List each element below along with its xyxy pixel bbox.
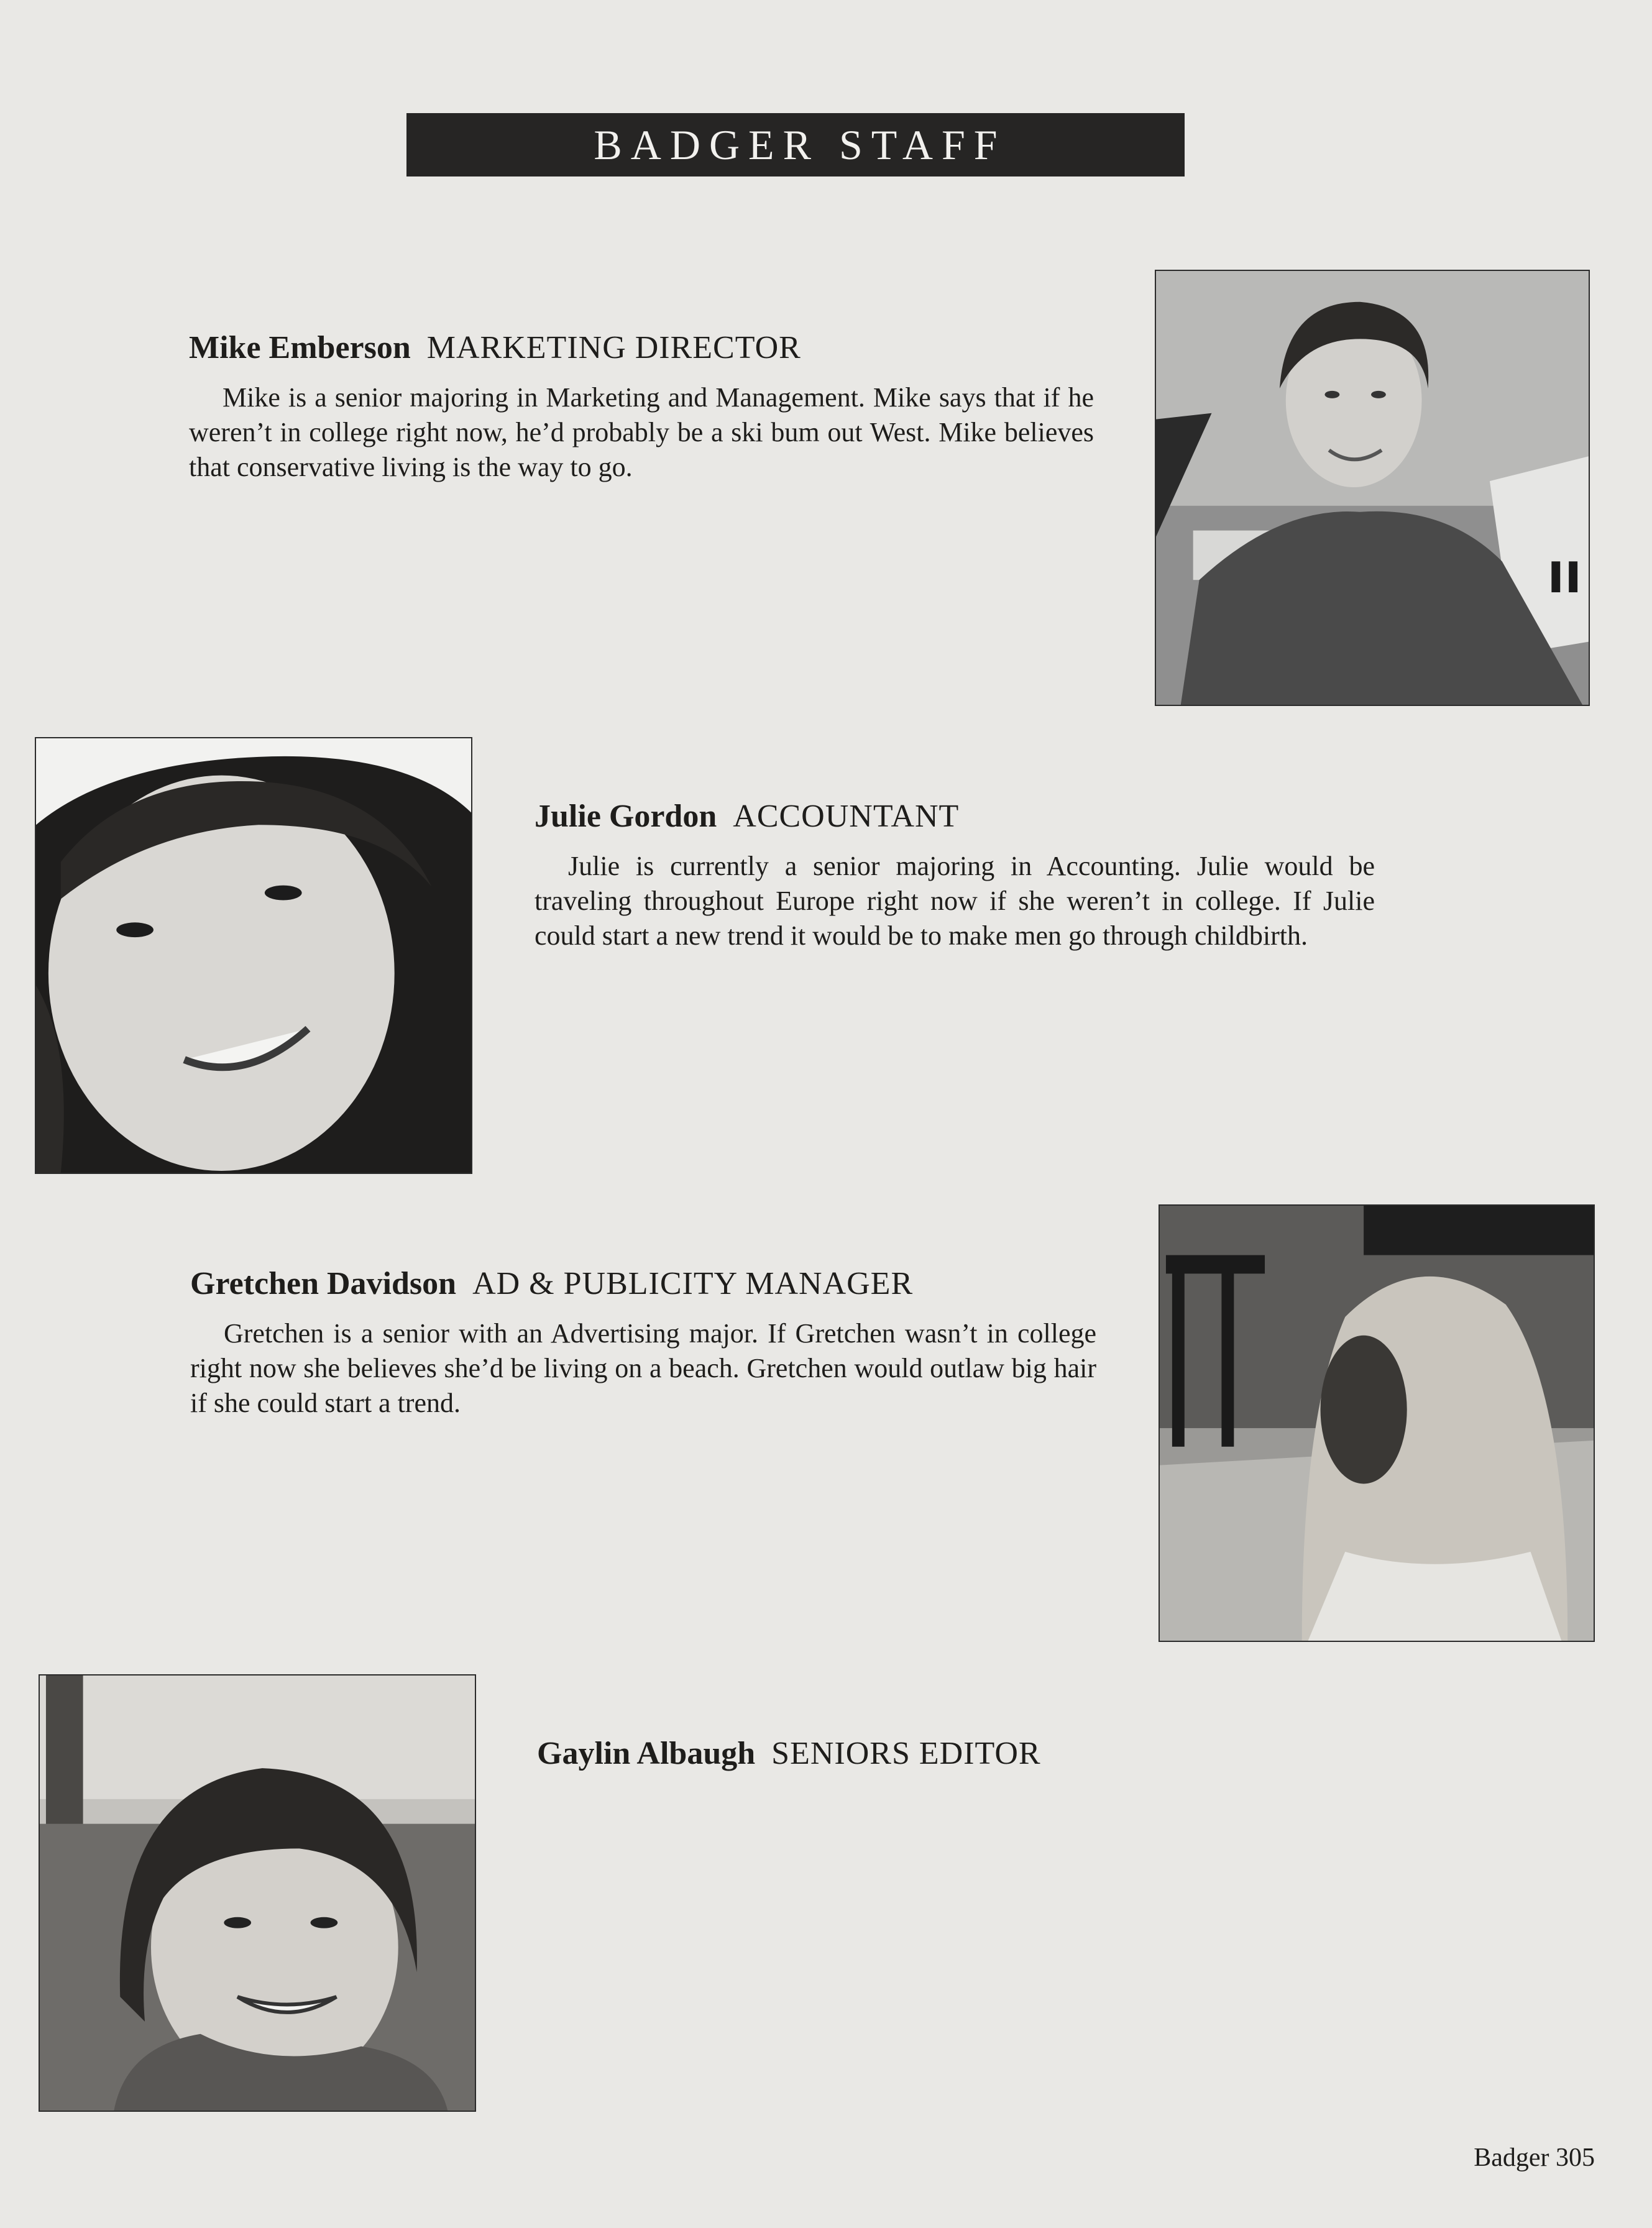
staff-heading [535, 798, 1375, 835]
staff-name: Mike Emberson [189, 330, 411, 365]
portrait-image [1156, 271, 1589, 705]
staff-entry-gaylin-albaugh [537, 1735, 1377, 1786]
portrait-photo-gretchen-davidson [1159, 1204, 1595, 1642]
page-number: Badger 305 [1474, 2143, 1595, 2172]
page-title-banner [406, 113, 1185, 176]
portrait-photo-gaylin-albaugh [39, 1674, 476, 2112]
portrait-image [1160, 1206, 1594, 1641]
staff-role: AD & PUBLICITY MANAGER [472, 1266, 914, 1301]
portrait-image [36, 738, 471, 1173]
staff-heading [537, 1735, 1377, 1772]
portrait-photo-julie-gordon [35, 737, 472, 1174]
page-title: BADGER STAFF [594, 121, 1006, 168]
portrait-image [40, 1676, 475, 2111]
staff-role: SENIORS EDITOR [771, 1736, 1041, 1771]
staff-bio: Gretchen is a senior with an Advertising major. If Gretchen wasn’t in college right now she believes she’d be living on a beach. Gretchen would outlaw big hair if she could start a trend. [190, 1318, 1096, 1418]
portrait-photo-mike-emberson [1155, 270, 1590, 706]
staff-role: ACCOUNTANT [733, 799, 960, 834]
staff-entry-julie-gordon [535, 798, 1375, 953]
staff-entry-gretchen-davidson [190, 1265, 1096, 1421]
staff-role: MARKETING DIRECTOR [426, 330, 801, 365]
staff-heading [189, 329, 1094, 367]
staff-name: Gretchen Davidson [190, 1266, 457, 1301]
staff-heading [190, 1265, 1096, 1303]
staff-bio: Mike is a senior majoring in Marketing and Management. Mike says that if he weren’t in college right now, he’d probably be a ski bum out West. Mike believes that conservative living is the way to go. [189, 382, 1094, 482]
staff-bio: Julie is currently a senior majoring in Accounting. Julie would be traveling throughout Europe right now if she weren’t in college. If Julie could start a new trend it would be to make men go through childbirth. [535, 851, 1375, 951]
staff-name: Gaylin Albaugh [537, 1736, 756, 1771]
staff-entry-mike-emberson [189, 329, 1094, 485]
staff-name: Julie Gordon [535, 799, 717, 834]
